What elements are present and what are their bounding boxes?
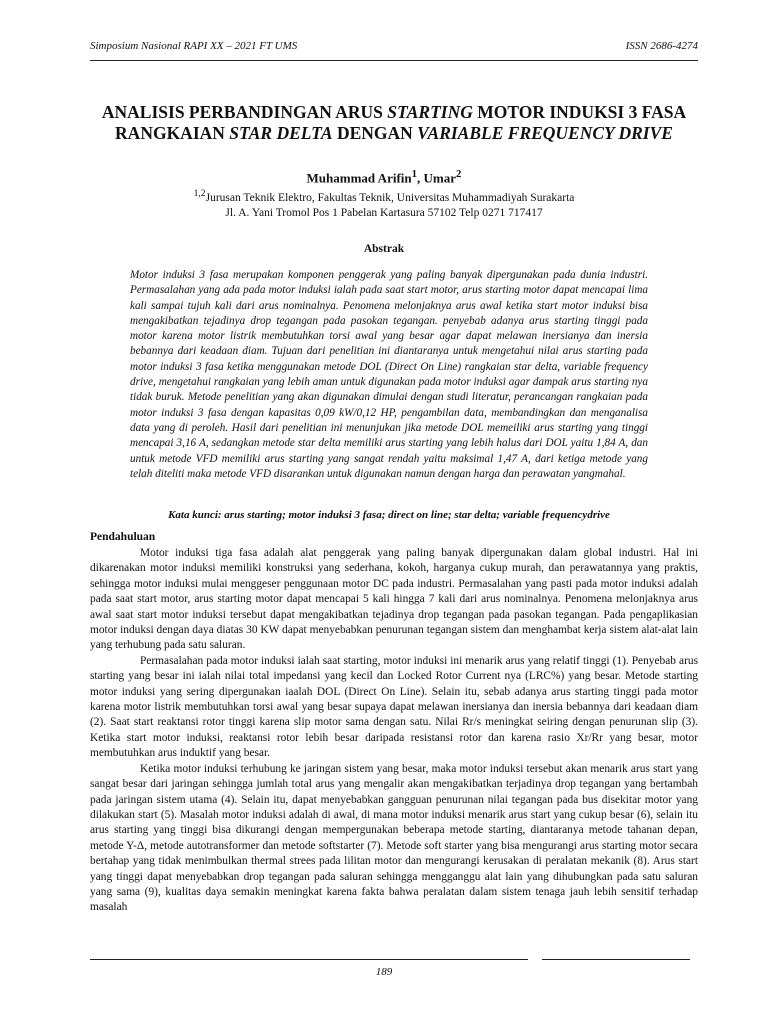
title-part-italic: STARTING [387,102,473,122]
body-text [90,546,698,916]
author-1: Muhammad Arifin [306,170,412,186]
author-1-sup: 1 [411,168,418,180]
abstract-heading: Abstrak [363,243,405,255]
authors [0,168,768,186]
affiliation-line-1: Jurusan Teknik Elektro, Fakultas Teknik, Universitas Muhammadiyah Surakarta [205,191,575,204]
title-part: ANALISIS PERBANDINGAN ARUS [101,102,388,122]
title-part: DENGAN [332,123,418,143]
author-2-sup: 2 [456,168,462,180]
section-heading: Pendahuluan [90,531,156,543]
footer-rule-left [90,959,528,960]
abstract-text: Motor induksi 3 fasa merupakan komponen penggerak yang paling banyak dipergunakan pada dunia industri. Permasalahan yang ada pada motor induksi ialah pada saat start motor, arus starting motor dapat mencapai lima kali sampai tujuh kali dari arus nominalnya. Penomena melonjaknya arus awal ketika start motor induksi bisa mengakibatkan tejadinya drop tegangan pada pasokan tegangan. penyebab adanya arus starting tinggi pada motor karena motor listrik membutuhkan torsi awal yang besar agar dapat melawan inersianya dan inersia bebannya dari keadaan diam. Tujuan dari penelitian ini diantaranya untuk mengetahui nilai arus starting pada motor induksi 3 fasa ketika menggunakan metode DOL (Direct On Line) rangkaian star delta, variable frequency drive, mengetahui rangkaian yang lebih aman untuk digunakan pada motor induksi agar dampak arus starting nya tidak buruk. Metode penelitian yang akan digunakan dimulai dengan studi literatur, perancangan rangkaian pada motor induksi 3 fasa dengan kapasitas 0,09 kW/0,12 HP, pengambilan data, membandingkan dan menganalisa data yang di peroleh. Hasil dari penelitian ini menunjukan jika metode DOL memeiliki arus starting yang tinggi mencapai 3,16 A, sedangkan metode star delta memiliki arus starting yang lebih halus dari DOL yaitu 1,84 A, dan untuk metode VFD memiliki arus starting yang sangat rendah yaitu maksimal 1,47 A, dari ketiga metode yang telah diteliti maka metode VFD disarankan untuk digunakan namun dengan harga dan perawatan yangmahal. [130,269,648,480]
header-conference: Simposium Nasional RAPI XX – 2021 FT UMS [90,40,298,52]
footer-rule-right [542,959,690,960]
author-2: , Umar [417,170,457,186]
title-part-italic: VARIABLE FREQUENCY DRIVE [417,123,673,143]
page-number: 189 [375,966,393,978]
header-rule [90,60,698,61]
paper-title [60,102,728,144]
paragraph: Motor induksi tiga fasa adalah alat penggerak yang paling banyak dipergunakan dalam global industri. Hal ini dikarenakan motor induksi memiliki konstruksi yang sederhana, kokoh, harganya cukup murah, dan perawatannya yang praktis, sehingga motor induksi mulai menggeser penggunaan motor DC pada industri. Permasalahan yang pasti pada motor induksi adalah pada saat start motor, arus starting motor dapat mencapai 5 kali hingga 7 kali dari arus nominalnya. Penomena melonjaknya arus awal saat start motor induksi tersebut dapat mengakibatkan tejadinya drop tegangan pada pasokan tegangan. Pada pengaplikasian motor induksi dengan daya diatas 30 KW dapat menyebabkan penurunan tegangan sistem dan menghambat kerja sistem alat-alat lain yang terhubung pada satu saluran. [90,547,698,652]
title-part: MOTOR INDUKSI 3 FASA [472,102,687,122]
title-part: RANGKAIAN [115,123,230,143]
title-line-2 [60,123,728,144]
title-line-1 [60,102,728,123]
running-header [90,40,698,58]
header-issn: ISSN 2686-4274 [625,40,698,52]
affiliation-sup: 1,2 [193,188,206,199]
affiliation-line-2: Jl. A. Yani Tromol Pos 1 Pabelan Kartasura 57102 Telp 0271 717417 [225,206,543,219]
title-part-italic: STAR DELTA [229,123,333,143]
paragraph: Ketika motor induksi terhubung ke jaringan sistem yang besar, maka motor induksi tersebut akan menarik arus start yang sangat besar dari jaringan sehingga jumlah total arus yang mengalir akan mengakibatkan terjadinya drop tegangan yang bertambah pada jaringan sistem utama (4). Selain itu, dapat menyebabkan gangguan penurunan nilai tegangan pada bus disekitar motor yang dilakukan start (5). Masalah motor induksi adalah di awal, di mana motor induksi menarik arus start yang cukup besar (6), selain itu arus starting yang tinggi bisa dikurangi dengan mempergunakan beberapa metode starting, diantaranya metode tahanan depan, metode Y-Δ, metode autotransformer dan metode softstarter (7). Metode soft starter yang bisa mengurangi arus starting motor secara bertahap yang tidak menimbulkan thermal strees pada lilitan motor dan mengurangi kerusakan di peralatan mekanik (8). Arus start yang tinggi dapat menyebabkan drop tegangan pada saluran sehingga mengganggu alat lain yang dihubungkan pada satu saluran yang sama (9), kualitas daya semakin meningkat karena fakta bahwa peralatan dalam sistem tenaga jauh lebih sensitif terhadap masalah [90,762,698,914]
keywords: Kata kunci: arus starting; motor induksi 3 fasa; direct on line; star delta; variable frequencydrive [168,509,610,521]
affiliation [0,186,768,221]
paragraph: Permasalahan pada motor induksi ialah saat starting, motor induksi ini menarik arus yang relatif tinggi (1). Penyebab arus starting yang besar ini ialah nilai total impedansi yang kecil dan Locked Rotor Current nya (LRC%) yang besar. Metode starting motor induksi yang sering dipergunakan iaalah DOL (Direct On Line). Selain itu, sebab adanya arus starting tinggi pada motor karena motor listrik membutuhkan torsi awal yang besar supaya dapat melawan inersianya dan inersia bebannya dari keadaan diam (2). Saat start reaktansi rotor tinggi karena slip motor sama dengan satu. Nilai Rr/s meningkat seiring dengan penurunan slip (3). Ketika start motor induksi, reaktansi rotor lebih besar daripada resistansi rotor dan karena rasio Xr/Rr yang besar, motor membutuhkan arus induktif yang besar. [90,654,698,760]
